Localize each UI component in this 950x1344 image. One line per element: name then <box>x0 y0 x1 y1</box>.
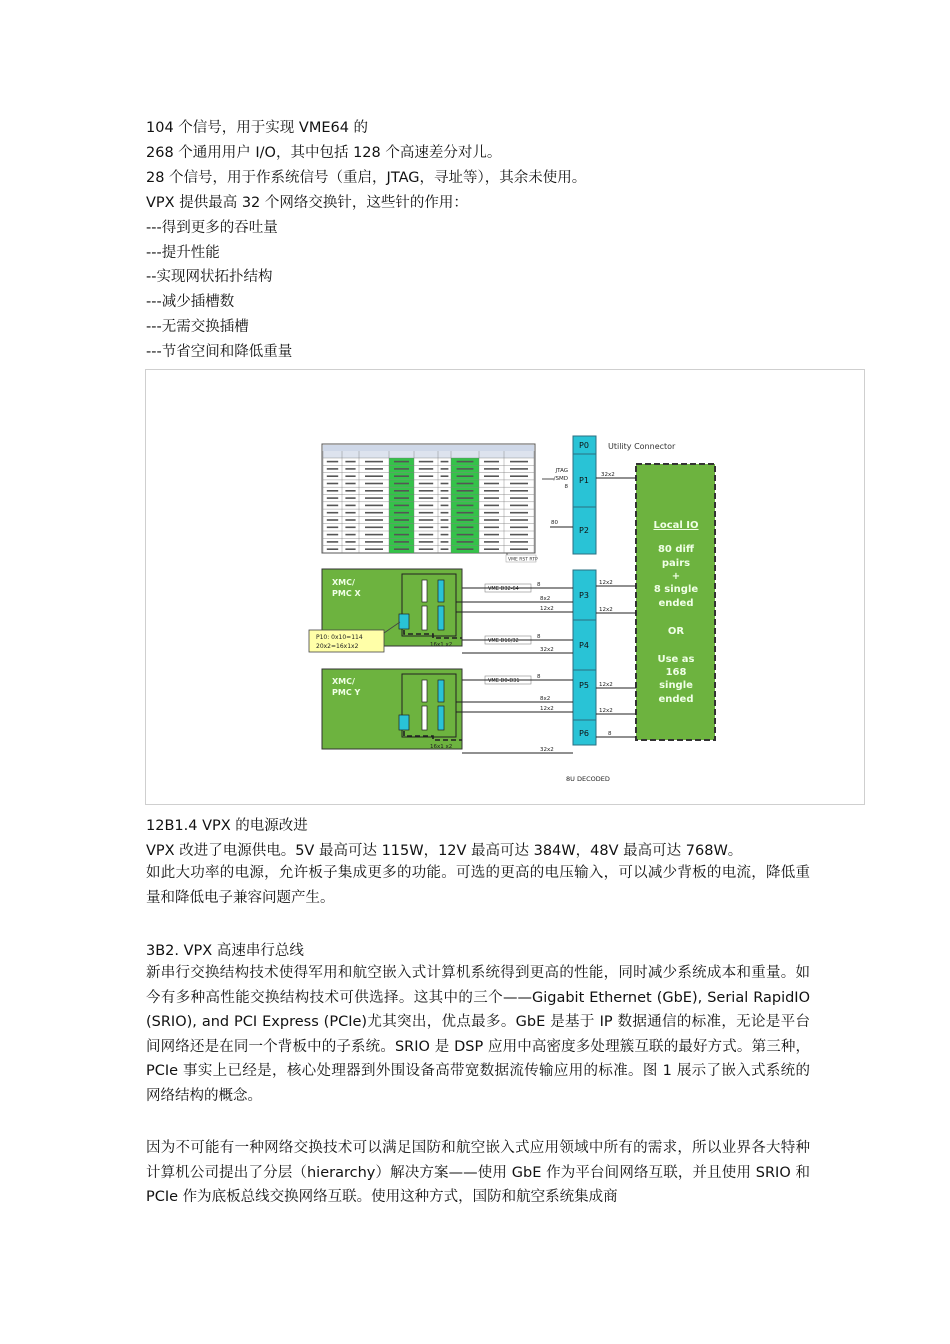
wire-label: 12x2 <box>599 607 613 613</box>
callout-text: P10: 0x10=114 <box>316 634 363 641</box>
intro-line: ---得到更多的吞吐量 <box>146 220 278 236</box>
body-paragraph: 如此大功率的电源，允许板子集成更多的功能。可选的更高的电压输入，可以减少背板的电流，降低重量和降低电子兼容问题产生。 <box>146 865 810 906</box>
local-io-text: ended <box>658 598 694 609</box>
body-paragraph: 新串行交换结构技术使得军用和航空嵌入式计算机系统得到更高的性能，同时减少系统成本和重量。如今有多种高性能交换结构技术可供选择。这其中的三个——Gigabit Ethernet (GbE), Serial RapidIO (SRIO), and PCI Express (PCIe)尤其突出，优点最多。GbE 是基于 IP 数据通信的标准，无论是平台间网络还是在同一个背板中的子系统。SRIO 是 DSP 应用中高密度多处理簇互联的最好方式。第三种，PCIe 事实上已经是，核心处理器到外围设备高带宽数据流传输应用的标准。图 1 展示了嵌入式系统的网络结构的概念。 <box>146 965 810 1104</box>
intro-line: 268 个通用用户 I/O，其中包括 128 个高速差分对儿。 <box>146 145 502 161</box>
table-cell-mark <box>394 541 409 543</box>
table-cell-mark <box>394 468 409 470</box>
table-cell-mark <box>457 461 474 463</box>
table-cell-mark <box>327 512 338 514</box>
table-cell-mark <box>419 527 433 529</box>
table-cell-mark <box>457 505 474 507</box>
table-cell-mark <box>345 475 355 477</box>
table-cell-mark <box>327 505 338 507</box>
wire-label: 32x2 <box>540 747 554 753</box>
connector-label: P2 <box>579 526 589 535</box>
table-cell-mark <box>484 519 499 521</box>
table-cell-mark <box>327 497 338 499</box>
table-cell-mark <box>457 490 474 492</box>
wire-label: 12x2 <box>540 606 554 612</box>
table-cell-mark <box>327 475 338 477</box>
table-cell-mark <box>441 490 449 492</box>
table-cell-mark <box>484 505 499 507</box>
table-cell-mark <box>394 527 409 529</box>
table-cell-mark <box>510 483 528 485</box>
table-cell-mark <box>441 505 449 507</box>
intro-line: 28 个信号，用于作系统信号（重启，JTAG，寻址等），其余未使用。 <box>146 170 587 186</box>
intro-line: ---节省空间和降低重量 <box>146 344 293 360</box>
table-cell-mark <box>345 519 355 521</box>
local-io-text: Local IO <box>653 520 699 531</box>
table-cell-mark <box>345 505 355 507</box>
bus-label: VME D32-64 <box>488 586 519 592</box>
connector-p5 <box>573 670 596 720</box>
table-cell-mark <box>365 519 383 521</box>
table-cell-mark <box>484 497 499 499</box>
table-cell-mark <box>484 548 499 550</box>
table-cell-mark <box>365 548 383 550</box>
xmc-pmc-y-module <box>322 669 462 749</box>
table-cell-mark <box>510 519 528 521</box>
wire-label: 12x2 <box>540 706 554 712</box>
table-cell-mark <box>394 490 409 492</box>
table-cell-mark <box>441 483 449 485</box>
table-cell-mark <box>365 490 383 492</box>
connector-label: P4 <box>579 641 589 650</box>
table-cell-mark <box>419 541 433 543</box>
table-cell-mark <box>484 490 499 492</box>
bottom-label: 8U DECODED <box>566 775 610 783</box>
table-caption: VME RST RTP <box>508 557 538 563</box>
table-cell-mark <box>345 490 355 492</box>
table-cell-mark <box>394 483 409 485</box>
table-cell-mark <box>419 461 433 463</box>
intro-line: ---减少插槽数 <box>146 294 235 310</box>
table-cell-mark <box>327 461 338 463</box>
table-cell-mark <box>327 548 338 550</box>
local-io-text: 168 <box>665 667 687 678</box>
vpx-diagram <box>146 370 864 804</box>
wire-label: 16x1 x2 <box>430 744 453 750</box>
p2-left-label: 80 <box>551 520 558 526</box>
wire-label: 8x2 <box>540 596 551 602</box>
wire-label: 8x2 <box>540 696 551 702</box>
module-label: PMC Y <box>332 688 361 697</box>
table-cell-mark <box>457 548 474 550</box>
table-cell-mark <box>441 519 449 521</box>
table-cell-mark <box>394 519 409 521</box>
table-cell-mark <box>510 490 528 492</box>
connector-label: P1 <box>579 476 589 485</box>
table-cell-mark <box>484 468 499 470</box>
table-cell-mark <box>510 475 528 477</box>
table-cell-mark <box>484 475 499 477</box>
table-cell-mark <box>510 512 528 514</box>
table-cell-mark <box>365 505 383 507</box>
table-cell-mark <box>484 483 499 485</box>
table-cell-mark <box>441 534 449 536</box>
table-cell-mark <box>457 519 474 521</box>
table-cell-mark <box>419 519 433 521</box>
callout-text: 20x2=16x1x2 <box>316 643 359 650</box>
table-cell-mark <box>510 468 528 470</box>
jtag-label: /SMD <box>553 476 568 482</box>
module-label: XMC/ <box>332 578 355 587</box>
intro-line: ---提升性能 <box>146 245 220 261</box>
table-cell-mark <box>327 490 338 492</box>
utility-connector-label: Utility Connector <box>608 442 676 451</box>
connector-label: P6 <box>579 729 589 738</box>
table-cell-mark <box>365 527 383 529</box>
table-cell-mark <box>457 541 474 543</box>
table-cell-mark <box>327 534 338 536</box>
table-cell-mark <box>419 475 433 477</box>
table-cell-mark <box>365 512 383 514</box>
table-cell-mark <box>345 468 355 470</box>
table-cell-mark <box>510 505 528 507</box>
table-cell-mark <box>441 548 449 550</box>
table-cell-mark <box>327 483 338 485</box>
table-cell-mark <box>419 512 433 514</box>
bus-label: VME D0-D31 <box>488 678 520 684</box>
table-cell-mark <box>365 461 383 463</box>
table-cell-mark <box>394 461 409 463</box>
table-cell-mark <box>345 483 355 485</box>
table-cell-mark <box>441 512 449 514</box>
table-cell-mark <box>345 461 355 463</box>
jtag-label: 8 <box>564 484 568 490</box>
pin-assignment-table <box>322 444 538 563</box>
wire-label: 8 <box>537 674 541 680</box>
module-label: XMC/ <box>332 677 355 686</box>
module-label: PMC X <box>332 589 361 598</box>
table-cell-mark <box>345 534 355 536</box>
local-io-text: OR <box>667 626 685 637</box>
table-cell-mark <box>327 527 338 529</box>
section-heading: 3B2. VPX 高速串行总线 <box>146 943 304 959</box>
local-io-text: ended <box>658 694 694 705</box>
section-heading: 12B1.4 VPX 的电源改进 <box>146 818 308 834</box>
table-cell-mark <box>510 548 528 550</box>
connector-label: P0 <box>579 441 589 450</box>
table-cell-mark <box>394 475 409 477</box>
bus-label: VME D16/32 <box>488 638 519 644</box>
table-cell-mark <box>345 548 355 550</box>
table-cell-mark <box>394 505 409 507</box>
table-cell-mark <box>419 483 433 485</box>
table-cell-mark <box>510 534 528 536</box>
table-cell-mark <box>441 541 449 543</box>
intro-line: ---无需交换插槽 <box>146 319 249 335</box>
local-io-text: + <box>671 571 681 582</box>
table-cell-mark <box>419 490 433 492</box>
local-io-text: 80 diff <box>657 544 695 555</box>
table-cell-mark <box>419 497 433 499</box>
wire-label: 32x2 <box>540 647 554 653</box>
wire-label: 32x2 <box>601 472 615 478</box>
local-io-text: Use as <box>657 654 695 665</box>
local-io-text: pairs <box>661 558 691 569</box>
table-cell-mark <box>345 512 355 514</box>
table-cell-mark <box>394 534 409 536</box>
body-paragraph: 因为不可能有一种网络交换技术可以满足国防和航空嵌入式应用领域中所有的需求，所以业界各大特种计算机公司提出了分层（hierarchy）解决方案——使用 GbE 作为平台间网络互联，并且使用 SRIO 和 PCIe 作为底板总线交换网络互联。使用这种方式，国防和航空系统集成商 <box>146 1140 810 1206</box>
connector-label: P5 <box>579 681 589 690</box>
table-cell-mark <box>484 461 499 463</box>
body-line: VPX 改进了电源供电。5V 最高可达 115W，12V 最高可达 384W，48V 最高可达 768W。 <box>146 843 743 859</box>
wire-label: 12x2 <box>599 682 613 688</box>
table-cell-mark <box>365 475 383 477</box>
bus-labels <box>485 584 531 684</box>
table-cell-mark <box>327 519 338 521</box>
table-cell-mark <box>394 512 409 514</box>
table-cell-mark <box>457 497 474 499</box>
table-cell-mark <box>365 534 383 536</box>
table-cell-mark <box>394 497 409 499</box>
table-cell-mark <box>441 527 449 529</box>
intro-line: 104 个信号，用于实现 VME64 的 <box>146 120 369 136</box>
wire-label: 12x2 <box>599 580 613 586</box>
table-cell-mark <box>365 497 383 499</box>
table-cell-mark <box>457 475 474 477</box>
connector-label: P3 <box>579 591 589 600</box>
table-cell-mark <box>441 475 449 477</box>
intro-line: --实现网状拓扑结构 <box>146 269 273 285</box>
table-cell-mark <box>327 468 338 470</box>
table-cell-mark <box>419 468 433 470</box>
wire-label: 8 <box>537 634 541 640</box>
table-cell-mark <box>510 461 528 463</box>
table-cell-mark <box>457 527 474 529</box>
table-cell-mark <box>345 541 355 543</box>
table-cell-mark <box>419 548 433 550</box>
table-cell-mark <box>457 468 474 470</box>
local-io-text: single <box>659 680 693 691</box>
table-cell-mark <box>394 548 409 550</box>
table-cell-mark <box>419 534 433 536</box>
local-io-text: 8 single <box>653 584 699 595</box>
vpx-connector-figure <box>145 369 865 805</box>
table-cell-mark <box>457 483 474 485</box>
table-cell-mark <box>441 497 449 499</box>
intro-line: VPX 提供最高 32 个网络交换针，这些针的作用： <box>146 195 468 211</box>
wire-label: 16x1 x2 <box>430 642 453 648</box>
table-cell-mark <box>510 527 528 529</box>
wire-label: 8 <box>537 582 541 588</box>
table-cell-mark <box>457 512 474 514</box>
table-cell-mark <box>457 534 474 536</box>
table-cell-mark <box>510 497 528 499</box>
table-cell-mark <box>484 527 499 529</box>
table-cell-mark <box>365 468 383 470</box>
table-cell-mark <box>441 461 449 463</box>
table-cell-mark <box>419 505 433 507</box>
table-cell-mark <box>484 534 499 536</box>
table-cell-mark <box>510 541 528 543</box>
table-cell-mark <box>441 468 449 470</box>
table-cell-mark <box>484 541 499 543</box>
table-cell-mark <box>365 541 383 543</box>
wire-label: 8 <box>608 731 612 737</box>
table-cell-mark <box>345 497 355 499</box>
table-cell-mark <box>484 512 499 514</box>
table-cell-mark <box>345 527 355 529</box>
jtag-label: JTAG <box>555 468 568 474</box>
table-cell-mark <box>327 541 338 543</box>
table-cell-mark <box>365 483 383 485</box>
wire-label: 12x2 <box>599 708 613 714</box>
